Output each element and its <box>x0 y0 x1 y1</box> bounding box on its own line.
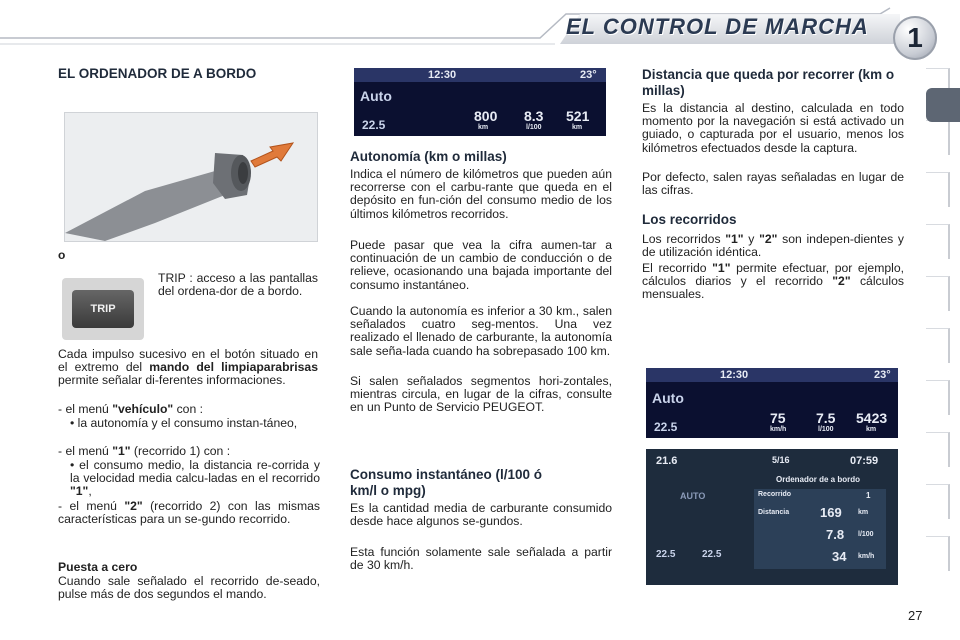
reset-title: Puesta a cero <box>58 560 138 574</box>
distance-paragraph-2: Por defecto, salen rayas señaladas en lugar de las cifras. <box>642 170 904 198</box>
side-tabs <box>926 68 948 578</box>
reset-text: Cuando sale señalado el recorrido de-seado, pulse más de dos segundos el mando. <box>58 574 320 602</box>
consumption-paragraph-1: Es la cantidad media de carburante consumido desde hace algunos se-gundos. <box>350 501 612 529</box>
active-chapter-tab[interactable] <box>926 88 960 122</box>
section-title-consumption: Consumo instantáneo (l/100 ó km/l o mpg) <box>350 467 543 498</box>
trip-button: TRIP <box>72 290 134 328</box>
list-item-vehicle: - el menú "vehículo" con : <box>58 402 204 416</box>
autonomy-paragraph-3: Cuando la autonomía es inferior a 30 km., salen señalados cuatro seg-mentos. Una vez realizado el llenado de carburante, la autonomía sale seña-lada cuando ha sobrepasado 100 km. <box>350 304 612 358</box>
paragraph-stalk: Cada impulso sucesivo en el botón situado en el extremo del mando del limpiaparabrisas permite señalar di-ferentes informaciones. <box>58 347 318 388</box>
trips-paragraph-1: Los recorridos "1" y "2" son indepen-dientes y de utilización idéntica. <box>642 232 904 260</box>
section-title-onboard-computer: EL ORDENADOR DE A BORDO <box>58 66 257 81</box>
consumption-paragraph-2: Esta función solamente sale señalada a partir de 30 km/h. <box>350 545 612 573</box>
list-item-trip2: - el menú "2" (recorrido 2) con las mismas características para un se-gundo recorrido. <box>58 499 320 527</box>
trip-button-image <box>62 278 144 340</box>
section-title-distance: Distancia que queda por recorrer (km o millas) <box>642 67 895 98</box>
autonomy-paragraph-1: Indica el número de kilómetros que pueden aún recorrerse con el carbu-rante que queda en el depósito en fun-ción del consumo medio de los últimos kilómetros recorridos. <box>350 167 612 221</box>
list-item-trip1: - el menú "1" (recorrido 1) con : <box>58 444 231 458</box>
display-screen-onboard-computer: 21.6 5/16 07:59 Ordenador de a bordo AUTO Recorrido 1 Distancia 169 km 7.8 l/100 34 km/h 22.5 22.5 <box>646 449 898 585</box>
list-subitem-trip1: • el consumo medio, la distancia re-corrida y la velocidad media calcu-ladas en el recorrido "1", <box>70 458 320 499</box>
chapter-number-badge: 1 <box>893 16 937 60</box>
trips-paragraph-2: El recorrido "1" permite efectuar, por ejemplo, cálculos diarios y el recorrido "2" cálculos mensuales. <box>642 261 904 302</box>
autonomy-paragraph-2: Puede pasar que vea la cifra aumen-tar a continuación de un cambio de conducción o de relieve, ocasionando una bajada importante del consumo instantáneo. <box>350 238 612 292</box>
section-title-autonomy: Autonomía (km o millas) <box>350 149 507 164</box>
list-subitem-vehicle: • la autonomía y el consumo instan-táneo, <box>70 416 298 430</box>
section-title-trips: Los recorridos <box>642 212 737 227</box>
or-label: o <box>58 248 66 262</box>
display-screen-trip: 12:30 23° Auto 22.5 75 km/h 7.5 l/100 5423 km <box>646 368 898 438</box>
display-screen-autonomy: 12:30 23° Auto 22.5 800 km 8.3 l/100 521 km <box>354 68 606 136</box>
chapter-title: EL CONTROL DE MARCHA <box>566 14 869 39</box>
distance-paragraph-1: Es la distancia al destino, calculada en todo momento por la navegación si está activado un guiado, o capturada por el usuario, menos los kilómetros efectuados desde la captura. <box>642 101 904 155</box>
wiper-stalk-image <box>64 112 318 242</box>
page-number: 27 <box>908 608 923 623</box>
autonomy-paragraph-4: Si salen señalados segmentos hori-zontales, mientras circula, en lugar de la cifras, consulte en un Punto de Servicio PEUGEOT. <box>350 374 612 415</box>
trip-description: TRIP : acceso a las pantallas del ordena-dor de a bordo. <box>158 271 318 299</box>
